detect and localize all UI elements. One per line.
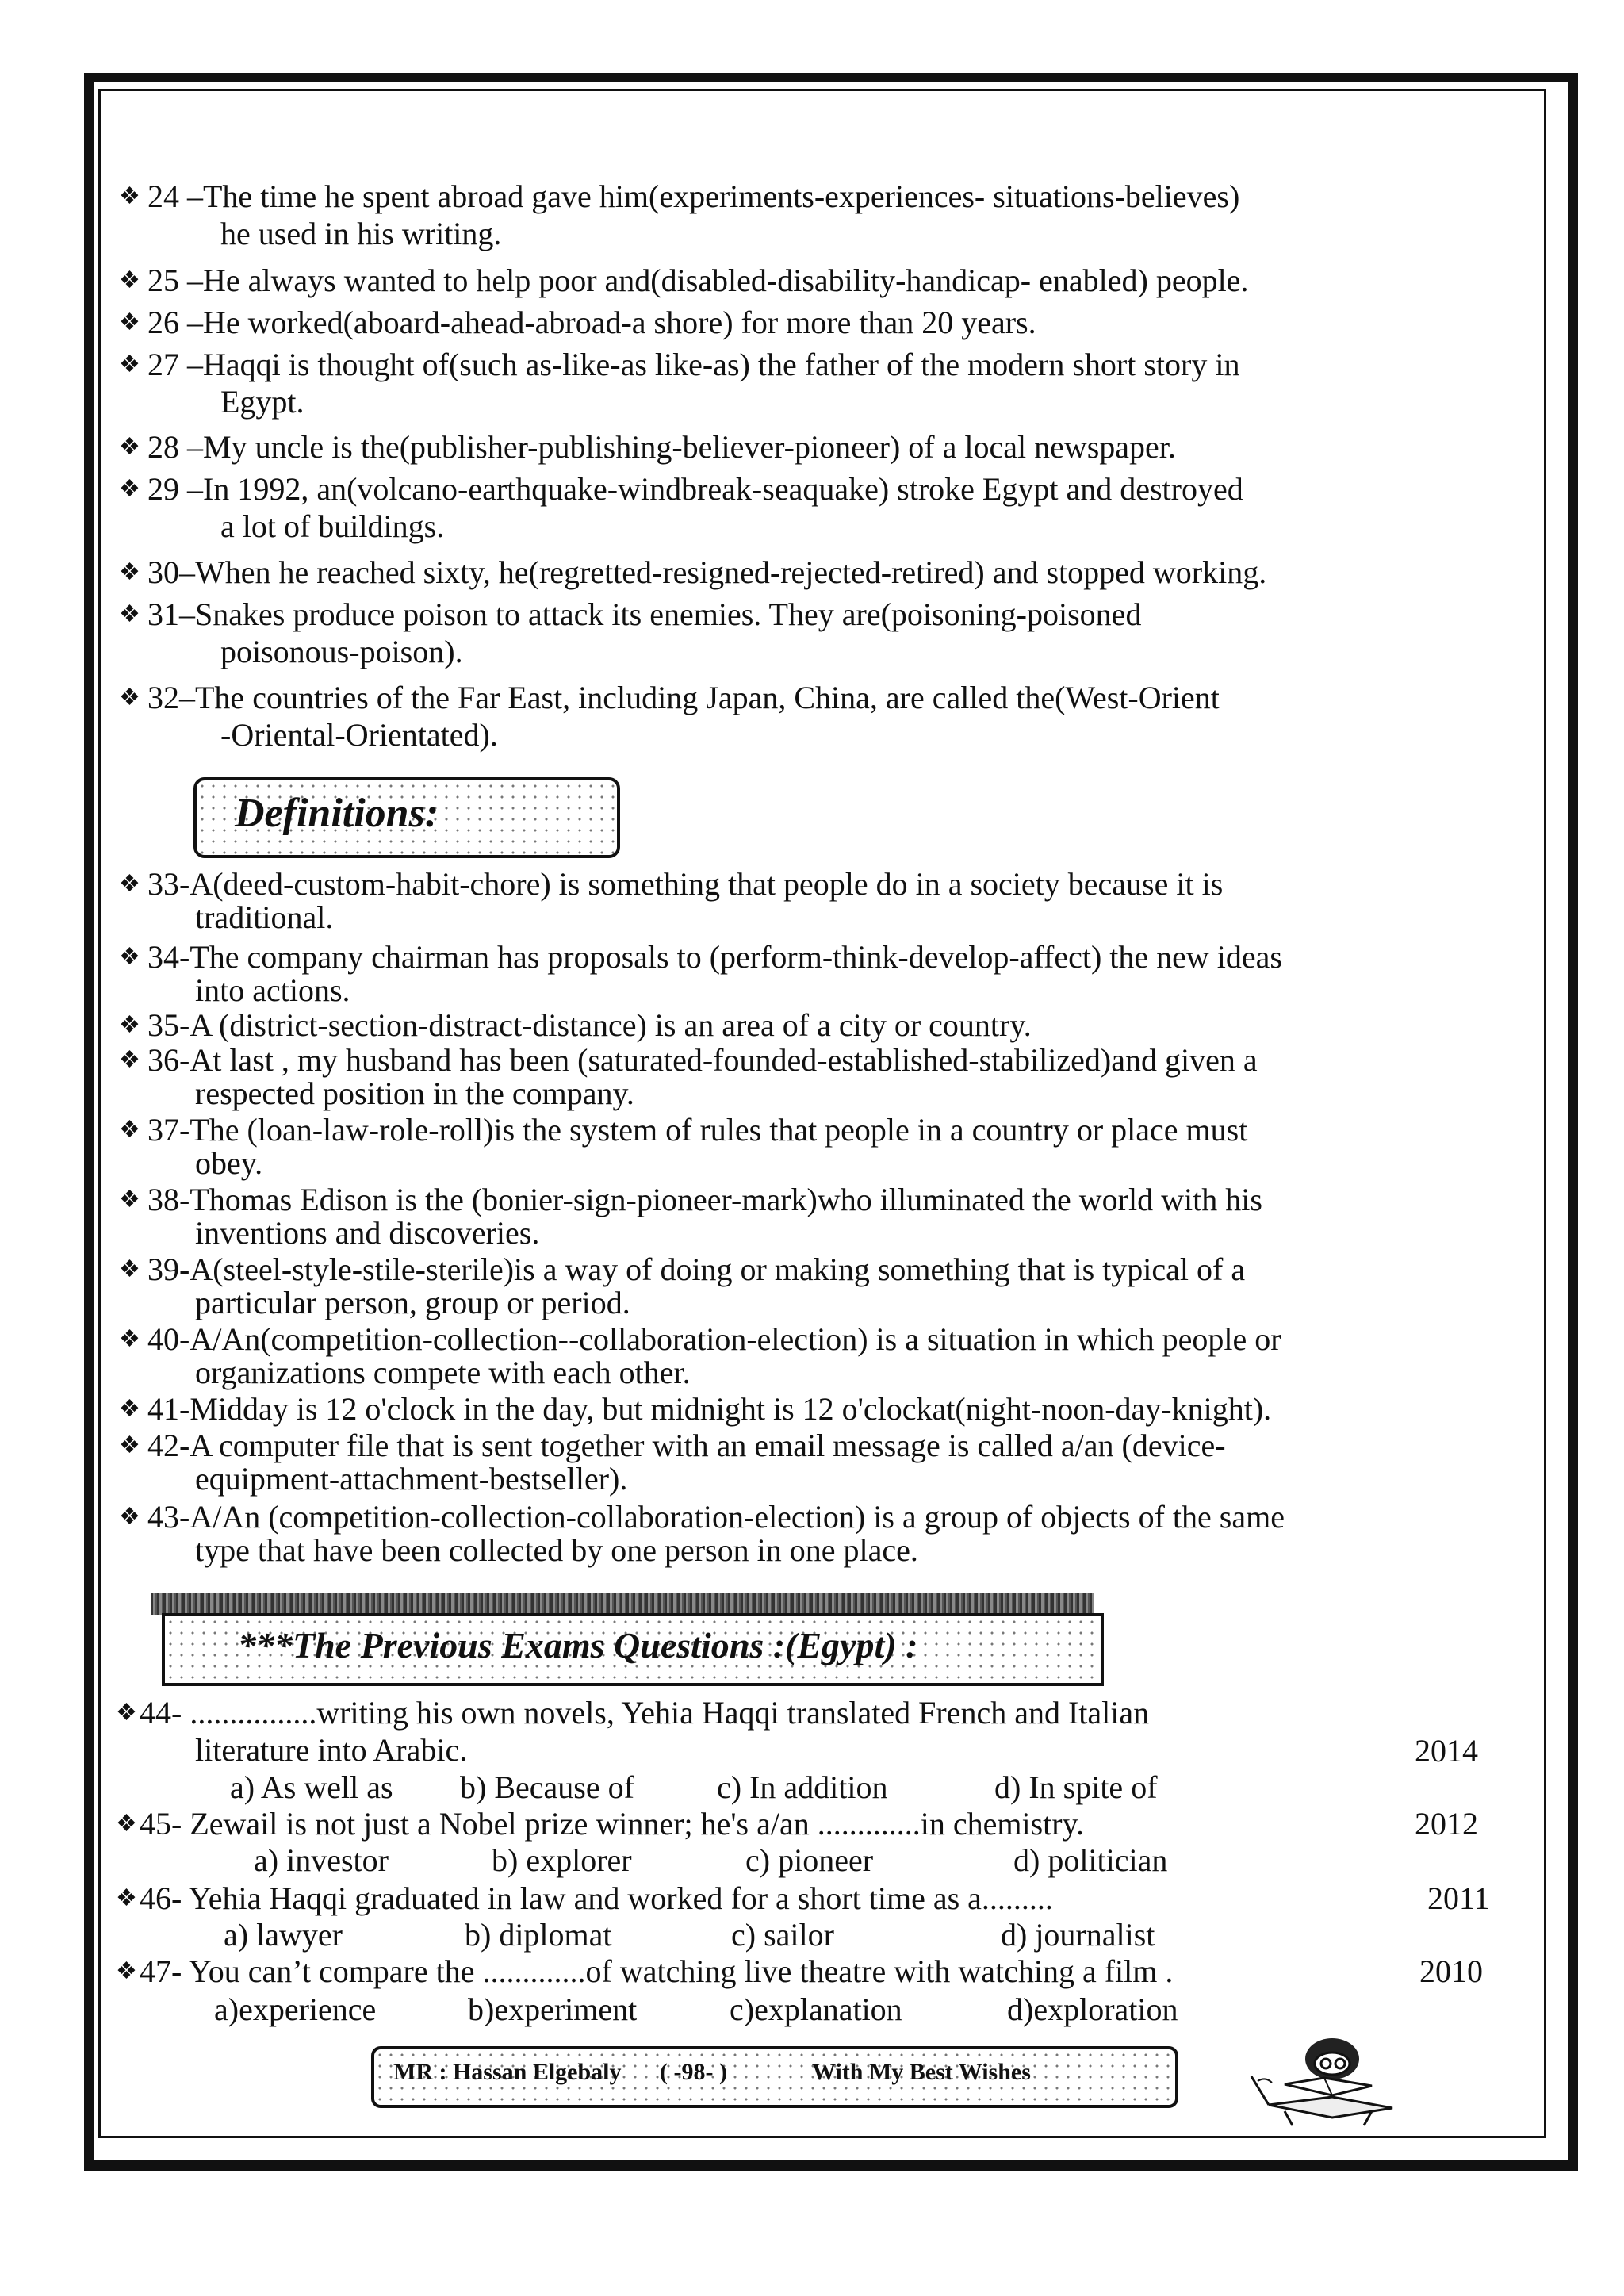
bullet-icon: ❖ bbox=[119, 1326, 140, 1352]
bullet-icon: ❖ bbox=[116, 1885, 137, 1911]
definition-text: 36-At last , my husband has been (saturated-founded-established-stabilized)and given a bbox=[147, 1042, 1258, 1078]
option-c: c) pioneer bbox=[745, 1842, 874, 1878]
option-b: b) diplomat bbox=[465, 1917, 612, 1953]
bullet-icon: ❖ bbox=[119, 559, 140, 585]
bullet-icon: ❖ bbox=[119, 684, 140, 711]
option-c: c) In addition bbox=[717, 1769, 888, 1805]
question-continuation: he used in his writing. bbox=[220, 216, 502, 251]
question-32 bbox=[119, 679, 1499, 753]
question-25 bbox=[119, 262, 1499, 299]
bullet-icon: ❖ bbox=[119, 1186, 140, 1213]
question-text: 28 –My uncle is the(publisher-publishing-believer-pioneer) of a local newspaper. bbox=[147, 429, 1176, 465]
option-d: d) politician bbox=[1013, 1842, 1168, 1878]
definition-text: 39-A(steel-style-stile-sterile)is a way of doing or making something that is typical of a bbox=[147, 1251, 1246, 1287]
definition-38 bbox=[119, 1183, 1499, 1250]
question-text: 29 –In 1992, an(volcano-earthquake-windbreak-seaquake) stroke Egypt and destroyed bbox=[147, 471, 1243, 507]
definition-42 bbox=[119, 1429, 1499, 1496]
definition-43 bbox=[119, 1501, 1499, 1567]
bullet-icon: ❖ bbox=[119, 1396, 140, 1422]
exam-question-45 bbox=[116, 1805, 1496, 1842]
definition-continuation: obey. bbox=[195, 1145, 263, 1181]
definition-39 bbox=[119, 1253, 1499, 1320]
definition-continuation: traditional. bbox=[195, 899, 334, 935]
question-28 bbox=[119, 428, 1499, 466]
exam-question-46 bbox=[116, 1880, 1496, 1917]
exam-options-47 bbox=[214, 1991, 1178, 2028]
option-a: a) lawyer bbox=[224, 1917, 343, 1953]
exam-year-47: 2010 bbox=[1419, 1953, 1483, 1989]
question-text: 32–The countries of the Far East, including Japan, China, are called the(West-Orient bbox=[147, 680, 1220, 715]
definition-text: 40-A/An(competition-collection--collaboration-election) is a situation in which people or bbox=[147, 1321, 1281, 1357]
question-text: 27 –Haqqi is thought of(such as-like-as like-as) the father of the modern short story in bbox=[147, 347, 1240, 382]
option-d: d)exploration bbox=[1007, 1991, 1178, 2027]
exam-options-44 bbox=[230, 1769, 1158, 1806]
bullet-icon: ❖ bbox=[119, 1117, 140, 1143]
definition-text: 37-The (loan-law-role-roll)is the system of rules that people in a country or place must bbox=[147, 1112, 1248, 1148]
question-continuation: -Oriental-Orientated). bbox=[220, 717, 498, 753]
definition-text: 43-A/An (competition-collection-collaboration-election) is a group of objects of the same bbox=[147, 1499, 1285, 1535]
definition-text: 35-A (district-section-distract-distance) is an area of a city or country. bbox=[147, 1007, 1032, 1043]
definition-text: 34-The company chairman has proposals to (perform-think-develop-affect) the new ideas bbox=[147, 939, 1282, 975]
option-b: b) explorer bbox=[492, 1842, 632, 1878]
question-30 bbox=[119, 554, 1499, 591]
definition-40 bbox=[119, 1323, 1499, 1389]
definition-text: 38-Thomas Edison is the (bonier-sign-pioneer-mark)who illuminated the world with his bbox=[147, 1182, 1262, 1217]
option-c: c)explanation bbox=[730, 1991, 902, 2027]
footer-page-number: ( -98- ) bbox=[660, 2059, 727, 2085]
exam-options-46 bbox=[224, 1916, 1155, 1953]
definition-continuation: into actions. bbox=[195, 972, 350, 1008]
option-d: d) journalist bbox=[1001, 1917, 1155, 1953]
definition-37 bbox=[119, 1114, 1499, 1180]
question-29 bbox=[119, 470, 1499, 545]
definition-36 bbox=[119, 1044, 1499, 1110]
definition-continuation: type that have been collected by one person in one place. bbox=[195, 1532, 918, 1568]
question-text: 31–Snakes produce poison to attack its enemies. They are(poisoning-poisoned bbox=[147, 596, 1142, 632]
question-31 bbox=[119, 596, 1499, 670]
bullet-icon: ❖ bbox=[119, 434, 140, 460]
bullet-icon: ❖ bbox=[119, 1256, 140, 1282]
exam-question-continuation: literature into Arabic. bbox=[195, 1732, 468, 1768]
exam-year-46: 2011 bbox=[1427, 1880, 1490, 1916]
exams-heading: ***The Previous Exams Questions :(Egypt) : bbox=[238, 1625, 918, 1665]
question-continuation: poisonous-poison). bbox=[220, 634, 463, 669]
definition-continuation: particular person, group or period. bbox=[195, 1285, 630, 1320]
definitions-heading: Definitions: bbox=[235, 791, 439, 836]
exam-question-text: 46- Yehia Haqqi graduated in law and worked for a short time as a......... bbox=[140, 1880, 1053, 1916]
definition-continuation: equipment-attachment-bestseller). bbox=[195, 1461, 628, 1497]
bullet-icon: ❖ bbox=[119, 1012, 140, 1038]
definition-35 bbox=[119, 1009, 1499, 1042]
question-26 bbox=[119, 304, 1499, 341]
question-27 bbox=[119, 346, 1499, 420]
option-d: d) In spite of bbox=[994, 1769, 1158, 1805]
exam-question-text: 45- Zewail is not just a Nobel prize winner; he's a/an .............in chemistry. bbox=[140, 1806, 1084, 1842]
exams-heading-band bbox=[151, 1593, 1094, 1615]
exam-question-text: 44- ................writing his own novels, Yehia Haqqi translated French and Italian bbox=[140, 1695, 1150, 1731]
bullet-icon: ❖ bbox=[119, 1047, 140, 1073]
exam-question-44 bbox=[116, 1694, 1496, 1769]
definition-text: 33-A(deed-custom-habit-chore) is something that people do in a society because it is bbox=[147, 866, 1224, 902]
bullet-icon: ❖ bbox=[119, 1504, 140, 1530]
bullet-icon: ❖ bbox=[116, 1700, 137, 1726]
question-continuation: a lot of buildings. bbox=[220, 508, 445, 544]
bullet-icon: ❖ bbox=[119, 944, 140, 970]
exam-options-45 bbox=[254, 1842, 1167, 1879]
bullet-icon: ❖ bbox=[119, 309, 140, 335]
exam-question-text: 47- You can’t compare the .............of watching live theatre with watching a film . bbox=[140, 1953, 1174, 1989]
definition-34 bbox=[119, 941, 1499, 1007]
option-a: a) As well as bbox=[230, 1769, 393, 1805]
question-text: 25 –He always wanted to help poor and(disabled-disability-handicap- enabled) people. bbox=[147, 263, 1249, 298]
option-c: c) sailor bbox=[731, 1917, 834, 1953]
definition-continuation: inventions and discoveries. bbox=[195, 1215, 540, 1251]
reading-clipart-icon bbox=[1237, 2029, 1404, 2130]
question-text: 24 –The time he spent abroad gave him(experiments-experiences- situations-believes) bbox=[147, 178, 1240, 214]
bullet-icon: ❖ bbox=[116, 1811, 137, 1837]
exam-year-44: 2014 bbox=[1415, 1733, 1478, 1769]
bullet-icon: ❖ bbox=[119, 351, 140, 378]
question-text: 30–When he reached sixty, he(regretted-resigned-rejected-retired) and stopped working. bbox=[147, 554, 1267, 590]
definition-continuation: respected position in the company. bbox=[195, 1075, 634, 1111]
question-24 bbox=[119, 178, 1499, 252]
question-continuation: Egypt. bbox=[220, 384, 304, 420]
option-b: b) Because of bbox=[460, 1769, 634, 1805]
definition-text: 41-Midday is 12 o'clock in the day, but midnight is 12 o'clockat(night-noon-day-knight). bbox=[147, 1391, 1272, 1427]
definition-text: 42-A computer file that is sent together with an email message is called a/an (device- bbox=[147, 1428, 1226, 1463]
exam-question-47 bbox=[116, 1953, 1496, 1990]
bullet-icon: ❖ bbox=[119, 476, 140, 502]
bullet-icon: ❖ bbox=[119, 1432, 140, 1458]
bullet-icon: ❖ bbox=[119, 601, 140, 627]
footer-author: MR : Hassan Elgebaly bbox=[393, 2059, 622, 2085]
footer-wishes: With My Best Wishes bbox=[812, 2059, 1031, 2085]
bullet-icon: ❖ bbox=[116, 1958, 137, 1984]
bullet-icon: ❖ bbox=[119, 183, 140, 209]
option-a: a) investor bbox=[254, 1842, 389, 1878]
definition-33 bbox=[119, 868, 1499, 934]
definition-continuation: organizations compete with each other. bbox=[195, 1355, 691, 1390]
question-text: 26 –He worked(aboard-ahead-abroad-a shore) for more than 20 years. bbox=[147, 305, 1036, 340]
exam-year-45: 2012 bbox=[1415, 1806, 1478, 1842]
bullet-icon: ❖ bbox=[119, 267, 140, 293]
option-b: b)experiment bbox=[468, 1991, 638, 2027]
definition-41 bbox=[119, 1393, 1499, 1426]
bullet-icon: ❖ bbox=[119, 871, 140, 897]
option-a: a)experience bbox=[214, 1991, 377, 2027]
